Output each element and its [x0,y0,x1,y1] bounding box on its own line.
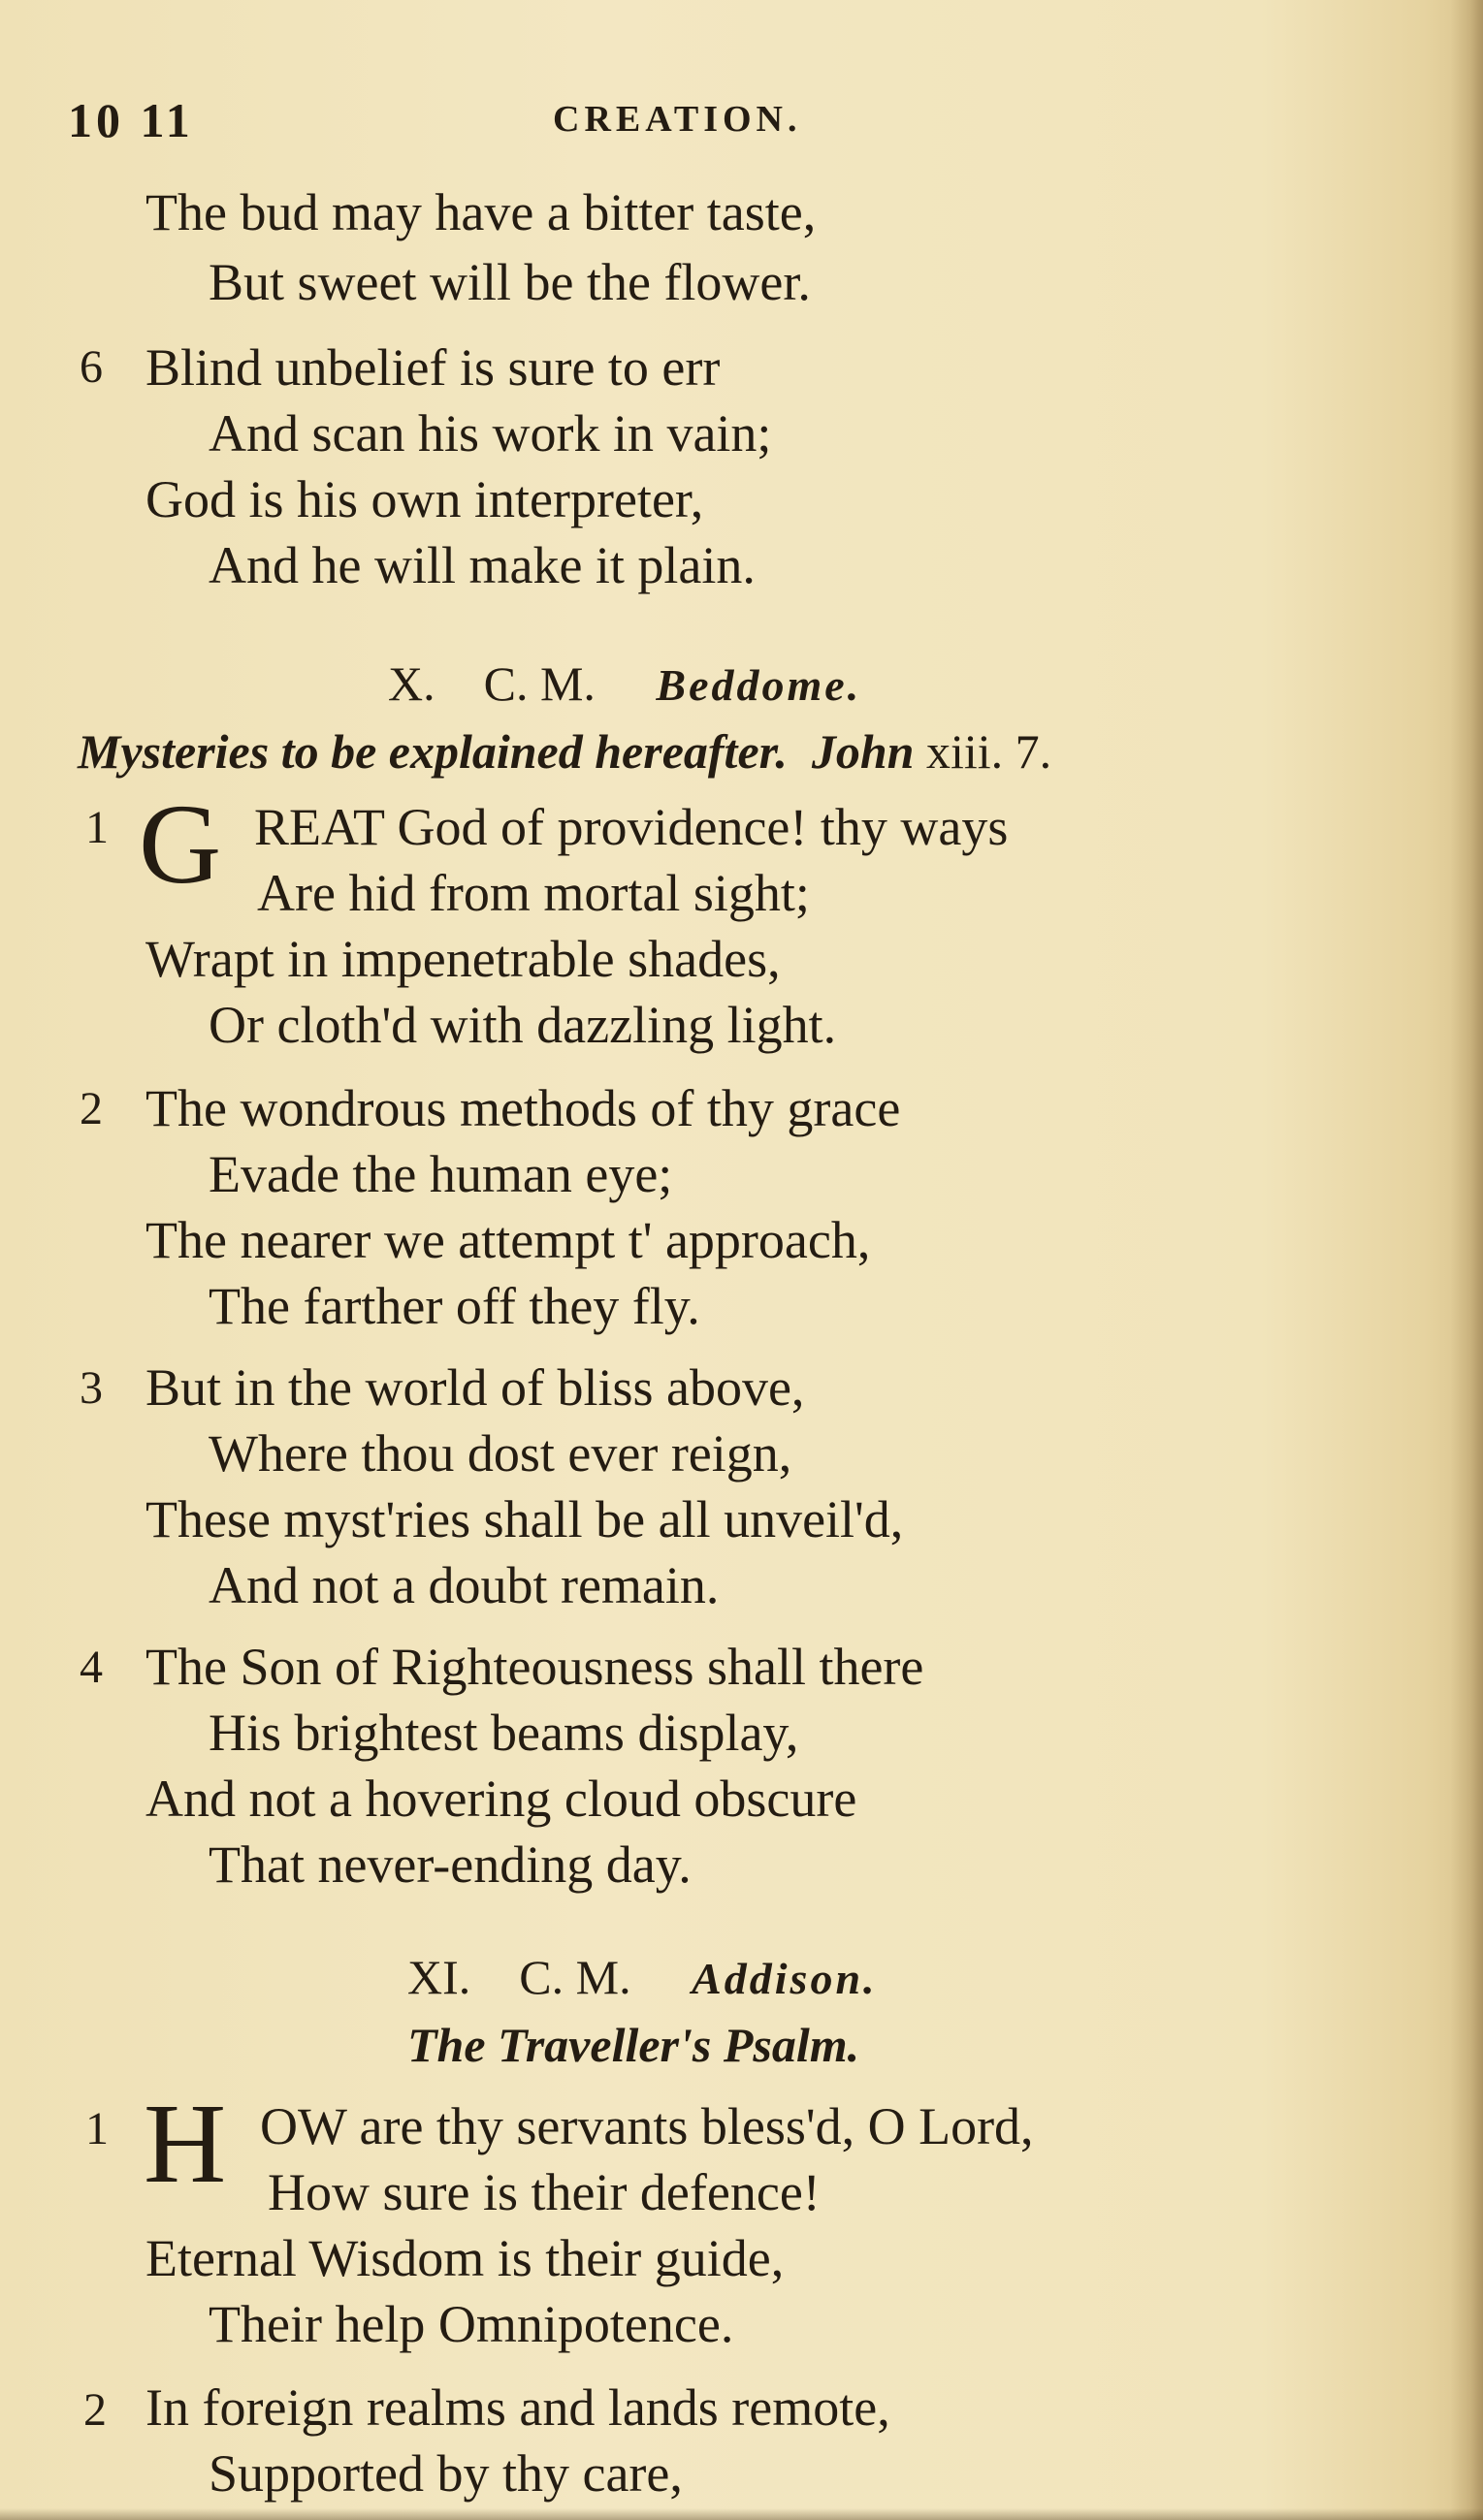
drop-cap: G [139,781,222,908]
stanza-number: 4 [80,1642,103,1693]
page-numbers: 10 11 [68,93,194,147]
hymn-heading [407,1949,878,2005]
verse-line: These myst'ries shall be all unveil'd, [145,1490,904,1548]
verse-line: How sure is their defence! [268,2163,821,2221]
verse-line: And scan his work in vain; [209,404,772,463]
page-header [68,92,1426,160]
verse-line: The nearer we attempt t' approach, [145,1211,871,1269]
hymn-meter: C. M. [483,656,596,711]
verse-line: Supported by thy care, [209,2444,683,2503]
stanza-number: 1 [85,802,109,853]
verse-line: Where thou dost ever reign, [209,1424,792,1483]
stanza-number: 1 [85,2103,109,2154]
hymn-heading [388,655,861,712]
verse-line: Blind unbelief is sure to err [145,338,721,397]
verse-line: His brightest beams display, [209,1704,799,1762]
hymn-number: XI. [407,1950,471,2004]
verse-line: The Son of Righteousness shall there [145,1638,924,1696]
hymn-author: Addison. [692,1954,878,2003]
running-title: CREATION. [553,99,802,140]
verse-line: And not a hovering cloud obscure [145,1770,857,1828]
hymn-subtitle: The Traveller's Psalm. [407,2018,860,2072]
scripture-book: John [811,724,915,779]
verse-line: God is his own interpreter, [145,470,704,528]
verse-line: The wondrous methods of thy grace [145,1079,901,1137]
stanza-number: 2 [83,2384,107,2436]
scripture-chapter: xiii. 7. [925,724,1052,779]
verse-line: And he will make it plain. [209,536,756,594]
verse-line: In foreign realms and lands remote, [145,2378,890,2437]
verse-line: Their help Omnipotence. [209,2295,734,2353]
verse-line: Wrapt in impenetrable shades, [145,930,781,988]
verse-line: That never-ending day. [209,1835,692,1894]
page-bottom-shadow [0,2508,1483,2520]
hymn-subtitle-text: Mysteries to be explained hereafter. [78,724,788,779]
verse-line: Or cloth'd with dazzling light. [209,996,837,1054]
verse-line: Evade the human eye; [209,1145,673,1203]
hymn-meter: C. M. [519,1950,631,2004]
stanza-number: 3 [80,1362,103,1414]
drop-cap: H [144,2080,227,2207]
verse-line: Are hid from mortal sight; [257,864,810,922]
stanza-number: 2 [80,1083,103,1134]
verse-line: But sweet will be the flower. [209,253,811,311]
hymn-number: X. [388,656,435,711]
verse-line: REAT God of providence! thy ways [254,798,1009,856]
verse-line: The bud may have a bitter taste, [145,183,817,241]
verse-line: Eternal Wisdom is their guide, [145,2229,785,2287]
hymn-author: Beddome. [656,660,862,710]
verse-line: But in the world of bliss above, [145,1358,805,1417]
verse-line: And not a doubt remain. [209,1556,720,1614]
page-edge-shadow [1450,0,1483,2520]
verse-line: The farther off they fly. [209,1277,700,1335]
stanza-number: 6 [80,341,103,393]
hymn-subtitle [78,723,1051,780]
verse-line: OW are thy servants bless'd, O Lord, [260,2097,1034,2155]
